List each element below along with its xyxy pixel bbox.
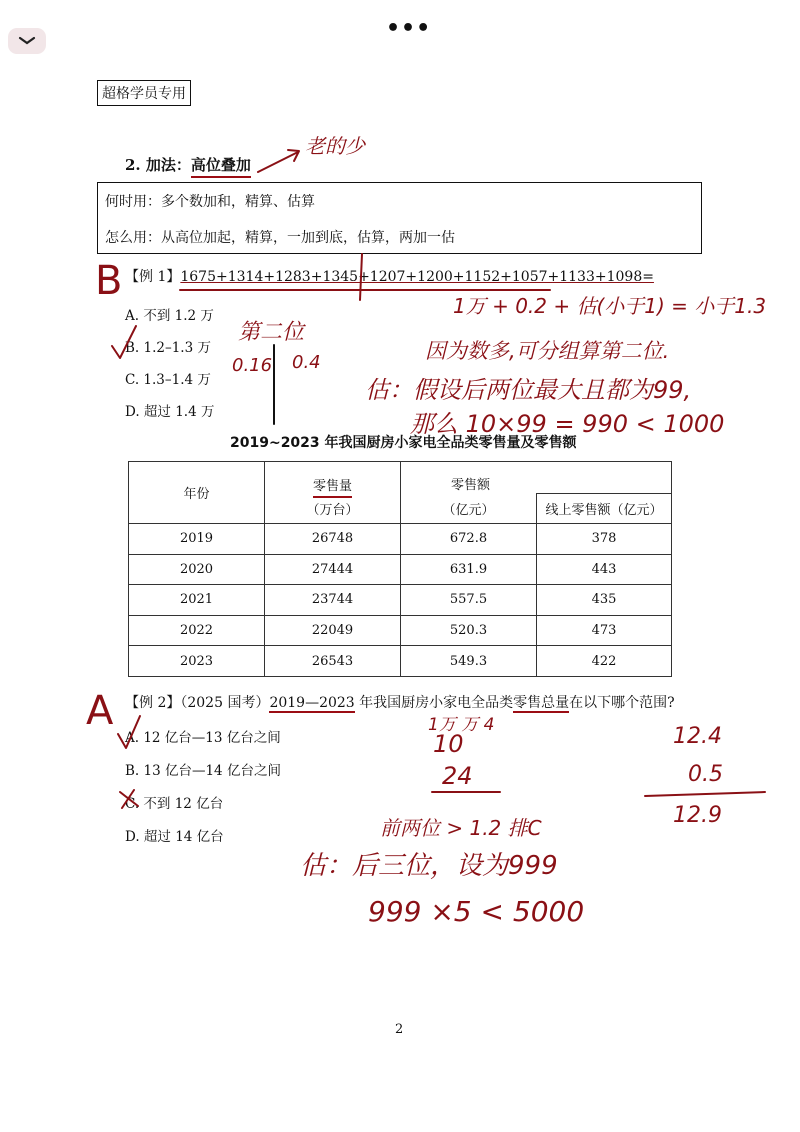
cell-quantity: 22049 bbox=[265, 615, 401, 646]
header-year: 年份 bbox=[129, 462, 265, 524]
eliminate-note: 前两位 > 1.2 排C bbox=[380, 816, 542, 840]
reason-line-1: 因为数多,可分组算第二位. bbox=[425, 339, 670, 363]
cell-online: 422 bbox=[537, 646, 672, 677]
example-2-option-b: B. 13 亿台—14 亿台之间 bbox=[125, 763, 281, 779]
header-quantity-unit: （万台） bbox=[265, 494, 401, 524]
cell-quantity: 27444 bbox=[265, 554, 401, 585]
header-amount: 零售额 bbox=[401, 462, 672, 494]
answer-a: A bbox=[86, 688, 114, 734]
cell-online: 473 bbox=[537, 615, 672, 646]
how-to-use: 怎么用：从高位加起，精算，一加到底，估算，两加一估 bbox=[105, 230, 455, 246]
table-header-row bbox=[129, 462, 672, 494]
example-2-keyword: 零售总量 bbox=[513, 695, 570, 711]
example-2-text-end: 在以下哪个范围? bbox=[569, 695, 675, 711]
example-2-option-a: A. 12 亿台—13 亿台之间 bbox=[125, 730, 281, 746]
example-1-question bbox=[125, 266, 654, 286]
table-title: 2019~2023 年我国厨房小家电全品类零售量及零售额 bbox=[230, 435, 577, 451]
table-row bbox=[129, 646, 672, 677]
table-row bbox=[129, 554, 672, 585]
example-1-expression: 1675+1314+1283+1345+1207+1200+1152+1057+1133+1098= bbox=[180, 269, 654, 285]
cell-online: 443 bbox=[537, 554, 672, 585]
table-row bbox=[129, 585, 672, 616]
example-2-option-c: C. 不到 12 亿台 bbox=[125, 796, 224, 812]
arrow-head bbox=[288, 150, 299, 161]
example-1-option-d: D. 超过 1.4 万 bbox=[125, 404, 215, 420]
collapse-button[interactable] bbox=[8, 28, 46, 54]
answer-b: B bbox=[95, 258, 123, 304]
course-tag: 超格学员专用 bbox=[97, 80, 191, 106]
col-line-3: 12.9 bbox=[673, 803, 722, 828]
arrow-stroke bbox=[258, 152, 298, 172]
sum-line-1: 1万 万 4 bbox=[428, 715, 495, 735]
cell-amount: 557.5 bbox=[401, 585, 537, 616]
header-amount-unit: （亿元） bbox=[401, 494, 537, 524]
cell-online: 435 bbox=[537, 585, 672, 616]
more-dots-icon[interactable]: ••• bbox=[386, 16, 432, 41]
section-heading bbox=[125, 154, 251, 175]
cell-amount: 672.8 bbox=[401, 524, 537, 555]
section-number: 2. 加法： bbox=[125, 156, 191, 174]
example-1-option-b: B. 1.2–1.3 万 bbox=[125, 340, 211, 356]
cell-year: 2023 bbox=[129, 646, 265, 677]
example-1-option-a: A. 不到 1.2 万 bbox=[125, 308, 214, 324]
section-title: 高位叠加 bbox=[191, 156, 251, 178]
example-2-label: 【例 2】 bbox=[125, 695, 181, 711]
when-to-use: 何时用：多个数加和，精算、估算 bbox=[105, 194, 315, 210]
cell-year: 2022 bbox=[129, 615, 265, 646]
reason-line-2: 估：假设后两位最大且都为99, bbox=[365, 376, 692, 404]
example-2-text: 年我国厨房小家电全品类 bbox=[354, 695, 514, 711]
cell-quantity: 26748 bbox=[265, 524, 401, 555]
estimate-result: 999 ×5 < 5000 bbox=[368, 895, 585, 928]
table-row bbox=[129, 615, 672, 646]
cell-amount: 549.3 bbox=[401, 646, 537, 677]
example-2-option-d: D. 超过 14 亿台 bbox=[125, 829, 224, 845]
page-number: 2 bbox=[395, 1022, 404, 1037]
col-rule bbox=[645, 792, 765, 796]
estimate-note: 估：后三位，设为999 bbox=[300, 851, 558, 881]
example-2-question bbox=[125, 692, 675, 712]
cell-amount: 631.9 bbox=[401, 554, 537, 585]
cell-quantity: 23744 bbox=[265, 585, 401, 616]
col-line-1: 12.4 bbox=[673, 724, 722, 749]
cell-year: 2021 bbox=[129, 585, 265, 616]
header-quantity: 零售量 bbox=[265, 462, 401, 494]
example-2-source: （2025 国考） bbox=[180, 695, 270, 711]
cell-year: 2020 bbox=[129, 554, 265, 585]
reason-line-3: 那么 10×99 = 990 < 1000 bbox=[410, 410, 725, 438]
table-row bbox=[129, 524, 672, 555]
col-line-2: 0.5 bbox=[688, 762, 723, 787]
chevron-down-icon bbox=[17, 36, 37, 46]
note-old-few: 老的少 bbox=[305, 134, 365, 158]
sum-line-2: 10 bbox=[433, 730, 464, 758]
example-1-option-c: C. 1.3–1.4 万 bbox=[125, 372, 211, 388]
sum-line-3: 24 bbox=[442, 762, 473, 790]
cell-amount: 520.3 bbox=[401, 615, 537, 646]
second-digit-note: 第二位 bbox=[238, 320, 305, 345]
method-box bbox=[97, 182, 702, 254]
example-1-label: 【例 1】 bbox=[125, 269, 181, 285]
value-0-4: 0.4 bbox=[292, 352, 321, 373]
example-2-years: 2019—2023 bbox=[269, 695, 355, 711]
value-0-16: 0.16 bbox=[232, 355, 273, 376]
header-online: 线上零售额（亿元） bbox=[537, 494, 672, 524]
calc-line-1: 1万 + 0.2 + 估(小于1) = 小于1.3 bbox=[453, 294, 767, 318]
sales-table bbox=[128, 461, 672, 677]
cell-year: 2019 bbox=[129, 524, 265, 555]
cell-online: 378 bbox=[537, 524, 672, 555]
cell-quantity: 26543 bbox=[265, 646, 401, 677]
